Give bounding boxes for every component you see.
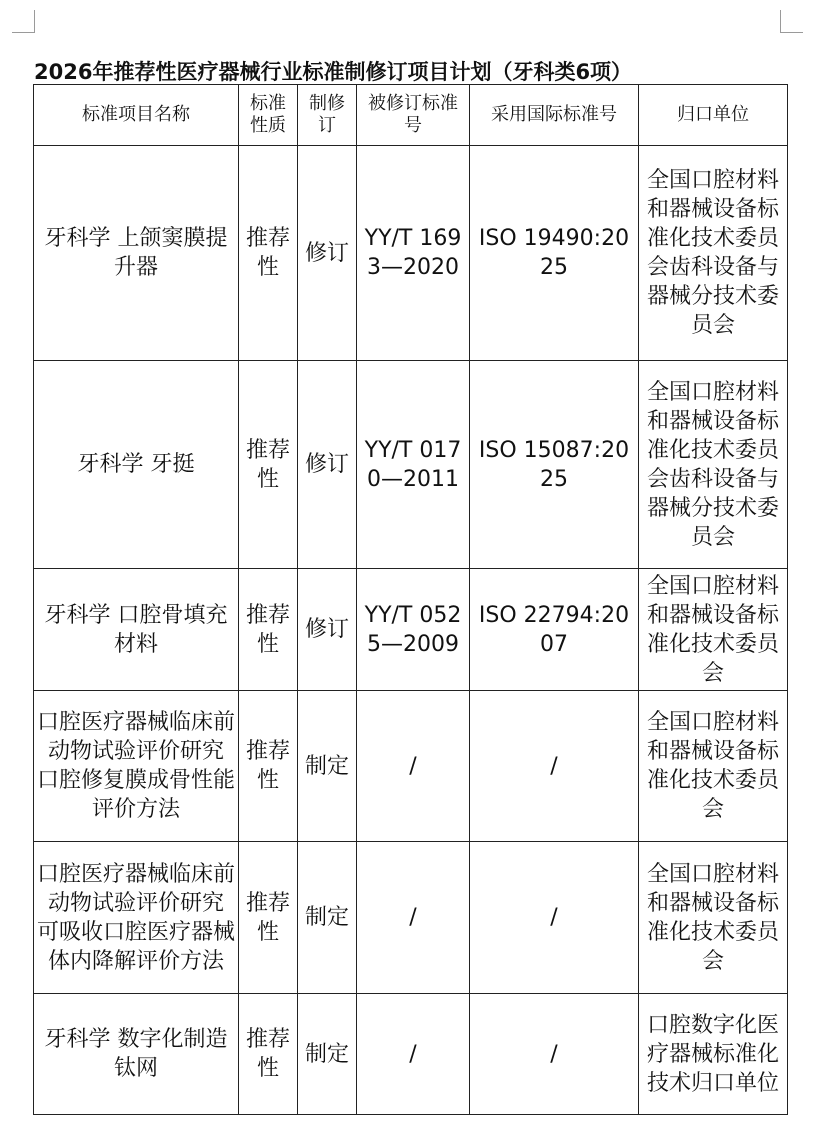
cell-type: 制定 [298, 691, 357, 842]
cell-intl: / [470, 994, 639, 1115]
cell-type: 修订 [298, 146, 357, 361]
cell-intl: ISO 19490:2025 [470, 146, 639, 361]
cell-revised: / [357, 994, 470, 1115]
cell-intl: ISO 15087:2025 [470, 361, 639, 569]
cell-type: 制定 [298, 842, 357, 994]
cell-unit: 口腔数字化医疗器械标准化技术归口单位 [639, 994, 788, 1115]
crop-mark-top-right [780, 10, 803, 33]
cell-nature: 推荐性 [239, 146, 298, 361]
cell-unit: 全国口腔材料和器械设备标准化技术委员会齿科设备与器械分技术委员会 [639, 361, 788, 569]
cell-type: 修订 [298, 361, 357, 569]
table-row [34, 361, 788, 569]
cell-nature: 推荐性 [239, 569, 298, 691]
cell-type: 修订 [298, 569, 357, 691]
cell-name: 口腔医疗器械临床前动物试验评价研究 口腔修复膜成骨性能评价方法 [34, 691, 239, 842]
standards-table [33, 84, 788, 1115]
cell-intl: / [470, 691, 639, 842]
cell-name: 牙科学 口腔骨填充材料 [34, 569, 239, 691]
table-row [34, 691, 788, 842]
cell-revised: / [357, 842, 470, 994]
cell-unit: 全国口腔材料和器械设备标准化技术委员会 [639, 842, 788, 994]
cell-intl: / [470, 842, 639, 994]
cell-intl: ISO 22794:2007 [470, 569, 639, 691]
cell-name: 口腔医疗器械临床前动物试验评价研究 可吸收口腔医疗器械体内降解评价方法 [34, 842, 239, 994]
table-row [34, 146, 788, 361]
cell-nature: 推荐性 [239, 994, 298, 1115]
table-header-row [34, 85, 788, 146]
cell-unit: 全国口腔材料和器械设备标准化技术委员会 [639, 569, 788, 691]
cell-name: 牙科学 数字化制造钛网 [34, 994, 239, 1115]
cell-unit: 全国口腔材料和器械设备标准化技术委员会齿科设备与器械分技术委员会 [639, 146, 788, 361]
document-title: 2026年推荐性医疗器械行业标准制修订项目计划（牙科类6项） [34, 60, 633, 84]
cell-nature: 推荐性 [239, 842, 298, 994]
header-cell-intl: 采用国际标准号 [470, 85, 639, 146]
header-cell-type: 制修订 [298, 85, 357, 146]
header-cell-name: 标准项目名称 [34, 85, 239, 146]
table-row [34, 842, 788, 994]
cell-revised: / [357, 691, 470, 842]
cell-nature: 推荐性 [239, 691, 298, 842]
cell-nature: 推荐性 [239, 361, 298, 569]
header-cell-unit: 归口单位 [639, 85, 788, 146]
crop-mark-top-left [12, 10, 35, 33]
cell-type: 制定 [298, 994, 357, 1115]
cell-revised: YY/T 1693—2020 [357, 146, 470, 361]
cell-revised: YY/T 0525—2009 [357, 569, 470, 691]
header-cell-revised: 被修订标准号 [357, 85, 470, 146]
cell-unit: 全国口腔材料和器械设备标准化技术委员会 [639, 691, 788, 842]
header-cell-nature: 标准性质 [239, 85, 298, 146]
table-row [34, 994, 788, 1115]
cell-name: 牙科学 牙挺 [34, 361, 239, 569]
cell-revised: YY/T 0170—2011 [357, 361, 470, 569]
cell-name: 牙科学 上颌窦膜提升器 [34, 146, 239, 361]
table-row [34, 569, 788, 691]
